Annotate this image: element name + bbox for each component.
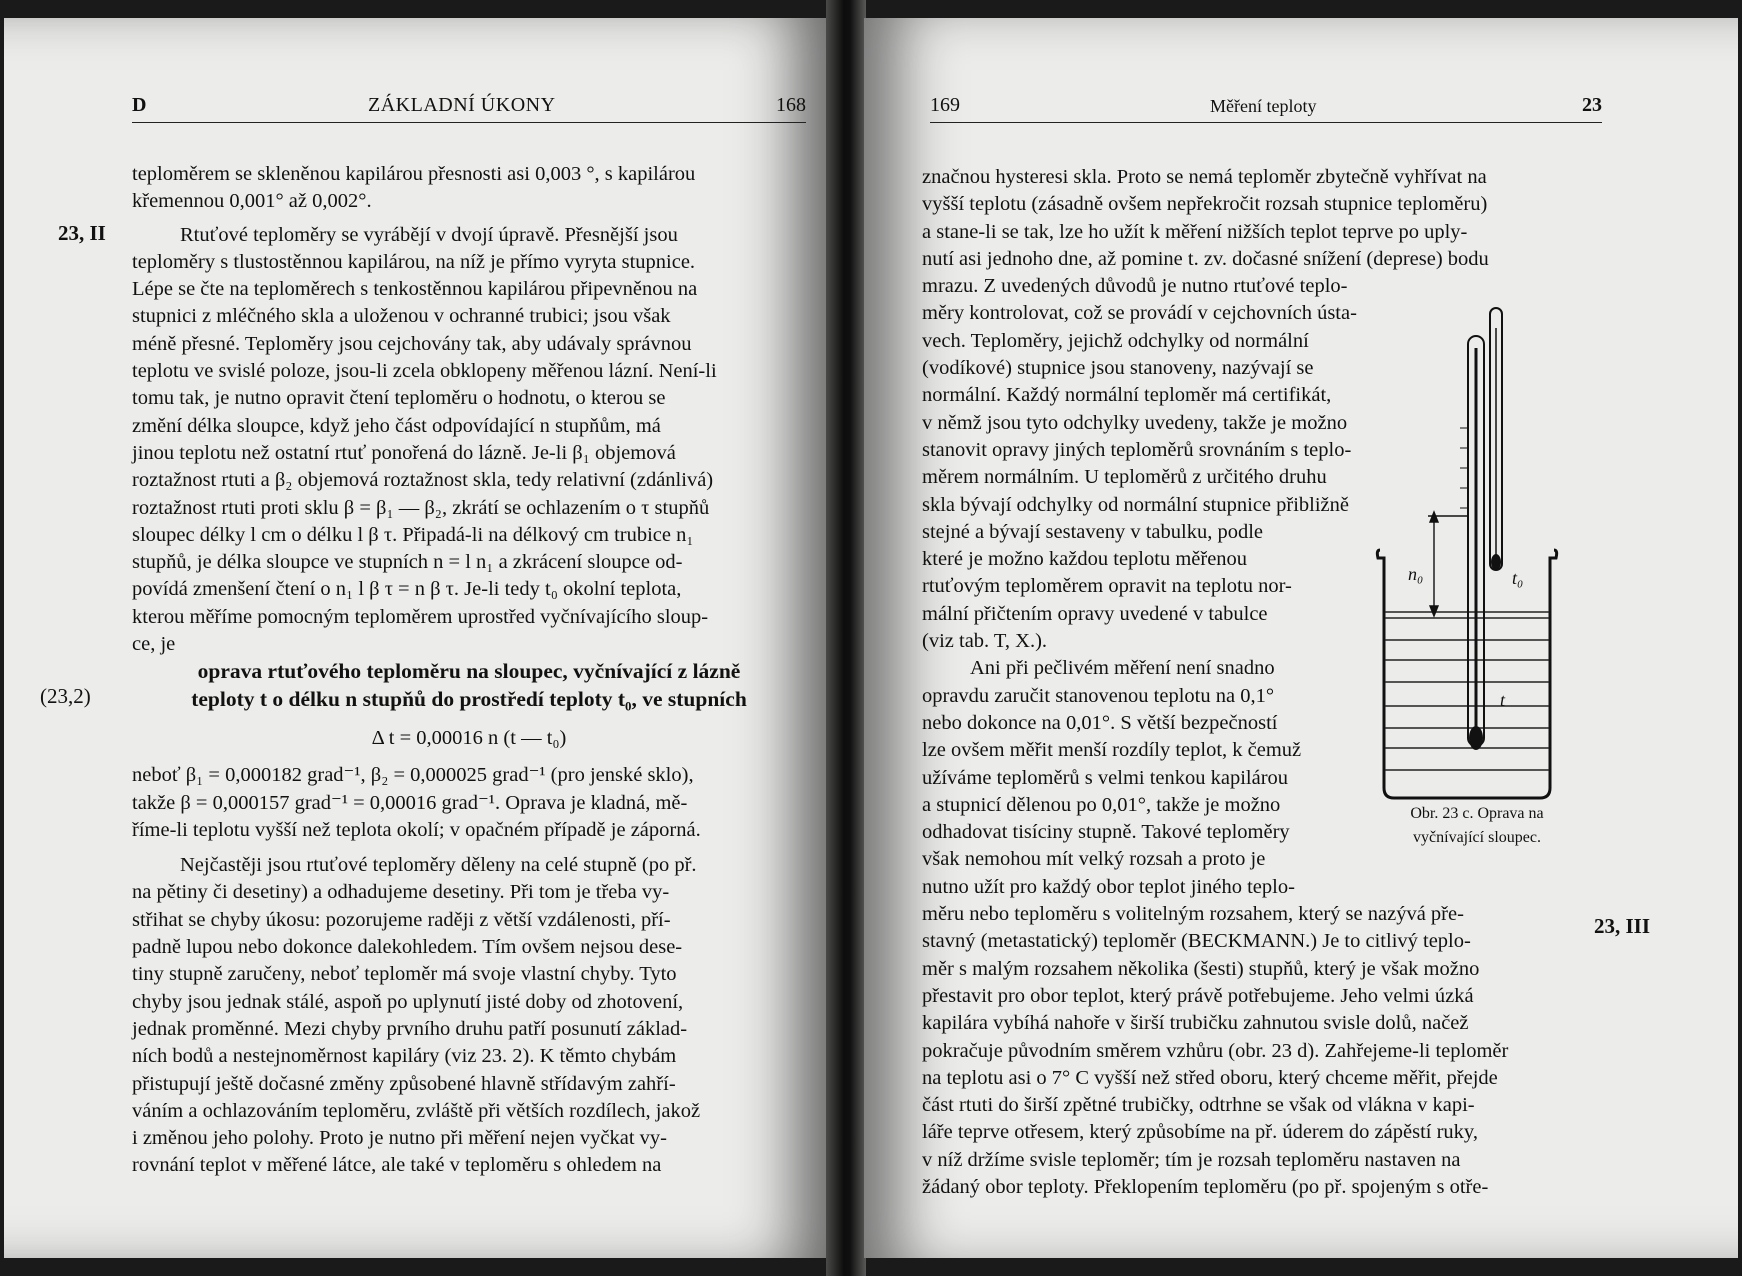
text-line: (vodíkové) stupnice jsou stanoveny, nazývají se [922, 357, 1314, 380]
text-line: křemennou 0,001° až 0,002°. [132, 190, 372, 213]
left-body-text [132, 161, 806, 1180]
scale-ticks [1460, 428, 1468, 508]
margin-section-label: 23, II [58, 221, 106, 245]
text-line: normální. Každý normální teploměr má certifikát, [922, 384, 1332, 407]
highlighted-formula-heading: oprava rtuťového teploměru na sloupec, vyčnívající z lázně [197, 659, 741, 684]
label-n0: n₀ [1408, 564, 1424, 584]
right-page [864, 18, 1738, 1258]
text-line: roztažnost rtuti proti sklu β = β₁ — β₂, zkrátí se ochlazením o τ stupňů [132, 496, 710, 519]
n0-dimension [1428, 512, 1468, 616]
text-line: část rtuti do širší zpětné trubičky, odtrhne se však od vlákna v kapi- [922, 1094, 1475, 1117]
text-line: přistupují ještě dočasné změny způsobené hlavně střídavým zahří- [132, 1072, 676, 1095]
text-line: neboť β₁ = 0,000182 grad⁻¹, β₂ = 0,000025 grad⁻¹ (pro jenské sklo), [132, 764, 694, 787]
text-line: stejné a bývají sestaveny v tabulku, podle [922, 520, 1264, 543]
text-line: teplotu ve svislé poloze, jsou-li zcela obklopeny měřenou lázní. Není-li [132, 360, 717, 383]
text-line: nutno užít pro každý obor teplot jiného teplo- [922, 875, 1295, 898]
text-line: a stupnicí dělenou po 0,01°, takže je možno [922, 793, 1281, 816]
text-line: však nemohou mít velký rozsah a proto je [922, 848, 1266, 871]
page-number: 168 [776, 94, 806, 116]
text-line: lze ovšem měřit menší rozdíly teplot, k čemuž [922, 739, 1302, 762]
text-line: měry kontrolovat, což se provádí v cejchovních ústa- [922, 302, 1357, 325]
text-line: Ani při pečlivém měření není snadno [970, 657, 1275, 680]
text-line: rtuťovým teploměrem opravit na teplotu nor- [922, 575, 1292, 598]
text-line: užíváme teploměrů s velmi tenkou kapilárou [922, 766, 1289, 789]
text-line: měrem normálním. U teploměrů z určitého druhu [922, 466, 1327, 489]
text-line: v níž držíme svisle teploměr; tím je rozsah teploměru nastaven na [922, 1148, 1461, 1171]
text-line: značnou hysteresi skla. Proto se nemá teploměr zbytečně vyhřívat na [922, 166, 1487, 188]
left-running-head [132, 88, 806, 123]
text-line: a stane-li se tak, lze ho užít k měření nižších teplot teprve po uply- [922, 220, 1468, 243]
text-line: i změnou jeho polohy. Proto je nutno při měření nejen vyčkat vy- [132, 1127, 667, 1150]
text-line: takže β = 0,000157 grad⁻¹ = 0,00016 grad⁻¹. Oprava je kladná, mě- [132, 791, 688, 814]
text-line: povídá zmenšení čtení o n₁ l β τ = n β τ. Je-li tedy t₀ okolní teplota, [132, 578, 682, 601]
text-line: změní délka sloupce, když jeho část odpovídající n stupňům, má [132, 414, 661, 437]
text-line: na pětiny či desetiny) a odhadujeme desetiny. Při tom je třeba vy- [132, 881, 670, 904]
auxiliary-thermometer [1490, 308, 1502, 570]
text-line: tiny stupně zaručeny, neboť teploměr má svoje vlastní chyby. Tyto [132, 963, 677, 986]
text-line: méně přesné. Teploměry jsou cejchovány tak, aby udávaly správnou [132, 332, 692, 355]
highlighted-formula-heading: teploty t o délku n stupňů do prostředí teploty t₀, ve stupních [191, 686, 747, 711]
text-line: skla bývají odchylky od normální stupnice přibližně [922, 493, 1349, 516]
text-line: nutí asi jednoho dne, až pomine t. zv. dočasné snížení (deprese) bodu [922, 247, 1489, 270]
text-line: rovnání teplot v měřené látce, ale také v teploměru s ohledem na [132, 1154, 662, 1177]
text-line: stupnici z mléčného skla a uloženou v ochranné trubici; jsou však [132, 305, 671, 328]
text-line: v němž jsou tyto odchylky uvedeny, takže je možno [922, 411, 1348, 434]
text-line: Rtuťové teploměry se vyrábějí v dvojí úpravě. Přesnější jsou [180, 223, 678, 246]
text-line: mrazu. Z uvedených důvodů je nutno rtuťové teplo- [922, 275, 1348, 298]
margin-section-label: 23, III [1594, 914, 1651, 938]
left-page [4, 18, 830, 1258]
text-line: říme-li teplotu vyšší než teplota okolí; v opačném případě je záporná. [132, 818, 701, 841]
right-running-head [930, 88, 1602, 123]
text-line: váním a ochlazováním teploměru, zvláště při větších rozdílech, jakož [132, 1099, 701, 1122]
figure-caption [1374, 802, 1580, 850]
caption-line: Obr. 23 c. Oprava na [1410, 805, 1544, 822]
text-line: tomu tak, je nutno opravit čtení teploměru o hodnotu, o kterou se [132, 387, 666, 410]
running-title: Měření teploty [1210, 96, 1317, 116]
text-line: opravdu zaručit stanovenou teplotu na 0,1° [922, 684, 1275, 707]
text-line: stavný (metastatický) teploměr (BECKMANN.) Je to citlivý teplo- [922, 930, 1471, 953]
text-line: stupňů, je délka sloupce ve stupních n = l n₁ a zkrácení sloupce od- [132, 551, 683, 574]
text-line: vech. Teploměry, jejichž odchylky od normální [922, 329, 1309, 352]
text-line: přestavit pro obor teplot, který právě potřebujeme. Jeho velmi úzká [922, 984, 1474, 1007]
figure-beaker-thermometer [1372, 288, 1582, 808]
page-number: 169 [930, 94, 960, 116]
main-thermometer [1468, 336, 1484, 750]
section-number: 23 [1582, 94, 1602, 116]
text-line: jednak proměnné. Mezi chyby prvního druhu patří posunutí základ- [132, 1017, 688, 1040]
text-line: teploměry s tlustostěnnou kapilárou, na níž je přímo vyryta stupnice. [132, 250, 696, 273]
text-line: láře teprve otřesem, který způsobíme na př. úderem do zápěstí ruky, [922, 1121, 1478, 1144]
text-line: měr s malým rozsahem několika (šesti) stupňů, který je však možno [922, 957, 1480, 980]
text-line: žádaný obor teploty. Překlopením teploměru (po př. spojeným s otře- [922, 1175, 1489, 1198]
text-line: stanovit opravy jiných teploměrů srovnáním s teplo- [922, 438, 1352, 461]
label-t: t [1500, 690, 1506, 710]
text-line: teploměrem se skleněnou kapilárou přesnosti asi 0,003 °, s kapilárou [132, 163, 696, 185]
text-line: jinou teplotu než ostatní rtuť ponořená do lázně. Je-li β₁ objemová [132, 441, 676, 464]
text-line: kapilára vybíhá nahoře v širší trubičku zahnutou svisle dolů, načež [922, 1012, 1469, 1035]
text-line: mální přičtením opravy uvedené v tabulce [922, 602, 1268, 625]
margin-equation-number: (23,2) [40, 684, 91, 708]
text-line: roztažnost rtuti a β₂ objemová roztažnost skla, tedy relativní (zdánlivá) [132, 469, 714, 492]
text-line: (viz tab. T, X.). [922, 630, 1048, 653]
text-line: odhadovat tisíciny stupně. Takové teploměry [922, 821, 1290, 844]
text-line: ce, je [132, 633, 176, 656]
text-line: Lépe se čte na teploměrech s tenkostěnnou kapilárou připevněnou na [132, 278, 698, 301]
caption-line: vyčnívající sloupec. [1413, 829, 1541, 846]
text-line: padně lupou nebo dokonce dalekohledem. Tím ovšem nejsou dese- [132, 936, 683, 959]
text-line: sloupec délky l cm o délku l β τ. Připadá-li na délkový cm trubice n₁ [132, 523, 694, 546]
text-line: Nejčastěji jsou rtuťové teploměry děleny na celé stupně (po př. [180, 854, 697, 877]
text-line: kterou měříme pomocným teploměrem uprostřed vyčnívajícího sloup- [132, 605, 709, 628]
text-line: vyšší teplotu (zásadně ovšem nepřekročit rozsah stupnice teploměru) [922, 193, 1488, 216]
text-line: ních bodů a nestejnoměrnost kapiláry (viz 23. 2). K těmto chybám [132, 1045, 677, 1068]
text-line: které je možno každou teplotu měřenou [922, 548, 1248, 571]
text-line: měru nebo teploměru s volitelným rozsahem, který se nazývá pře- [922, 903, 1464, 926]
label-t0: t₀ [1512, 568, 1524, 588]
chapter-letter: D [132, 94, 147, 116]
text-line: pokračuje původním směrem vzhůru (obr. 23 d). Zahřejeme-li teploměr [922, 1039, 1509, 1062]
book-gutter [826, 0, 866, 1276]
text-line: chyby jsou jednak stálé, aspoň po uplynutí jisté doby od zhotovení, [132, 990, 684, 1013]
running-title: ZÁKLADNÍ ÚKONY [368, 94, 556, 116]
text-line: nebo dokonce na 0,01°. S větší bezpečností [922, 711, 1278, 734]
equation: Δ t = 0,00016 n (t — t₀) [371, 726, 567, 749]
text-line: na teplotu asi o 7° C vyšší než střed oboru, který chceme měřit, přejde [922, 1066, 1498, 1089]
beaker-diagram [1372, 288, 1582, 808]
text-line: střihat se chyby úkosu: pozorujeme raději z větší vzdálenosti, pří- [132, 908, 671, 931]
